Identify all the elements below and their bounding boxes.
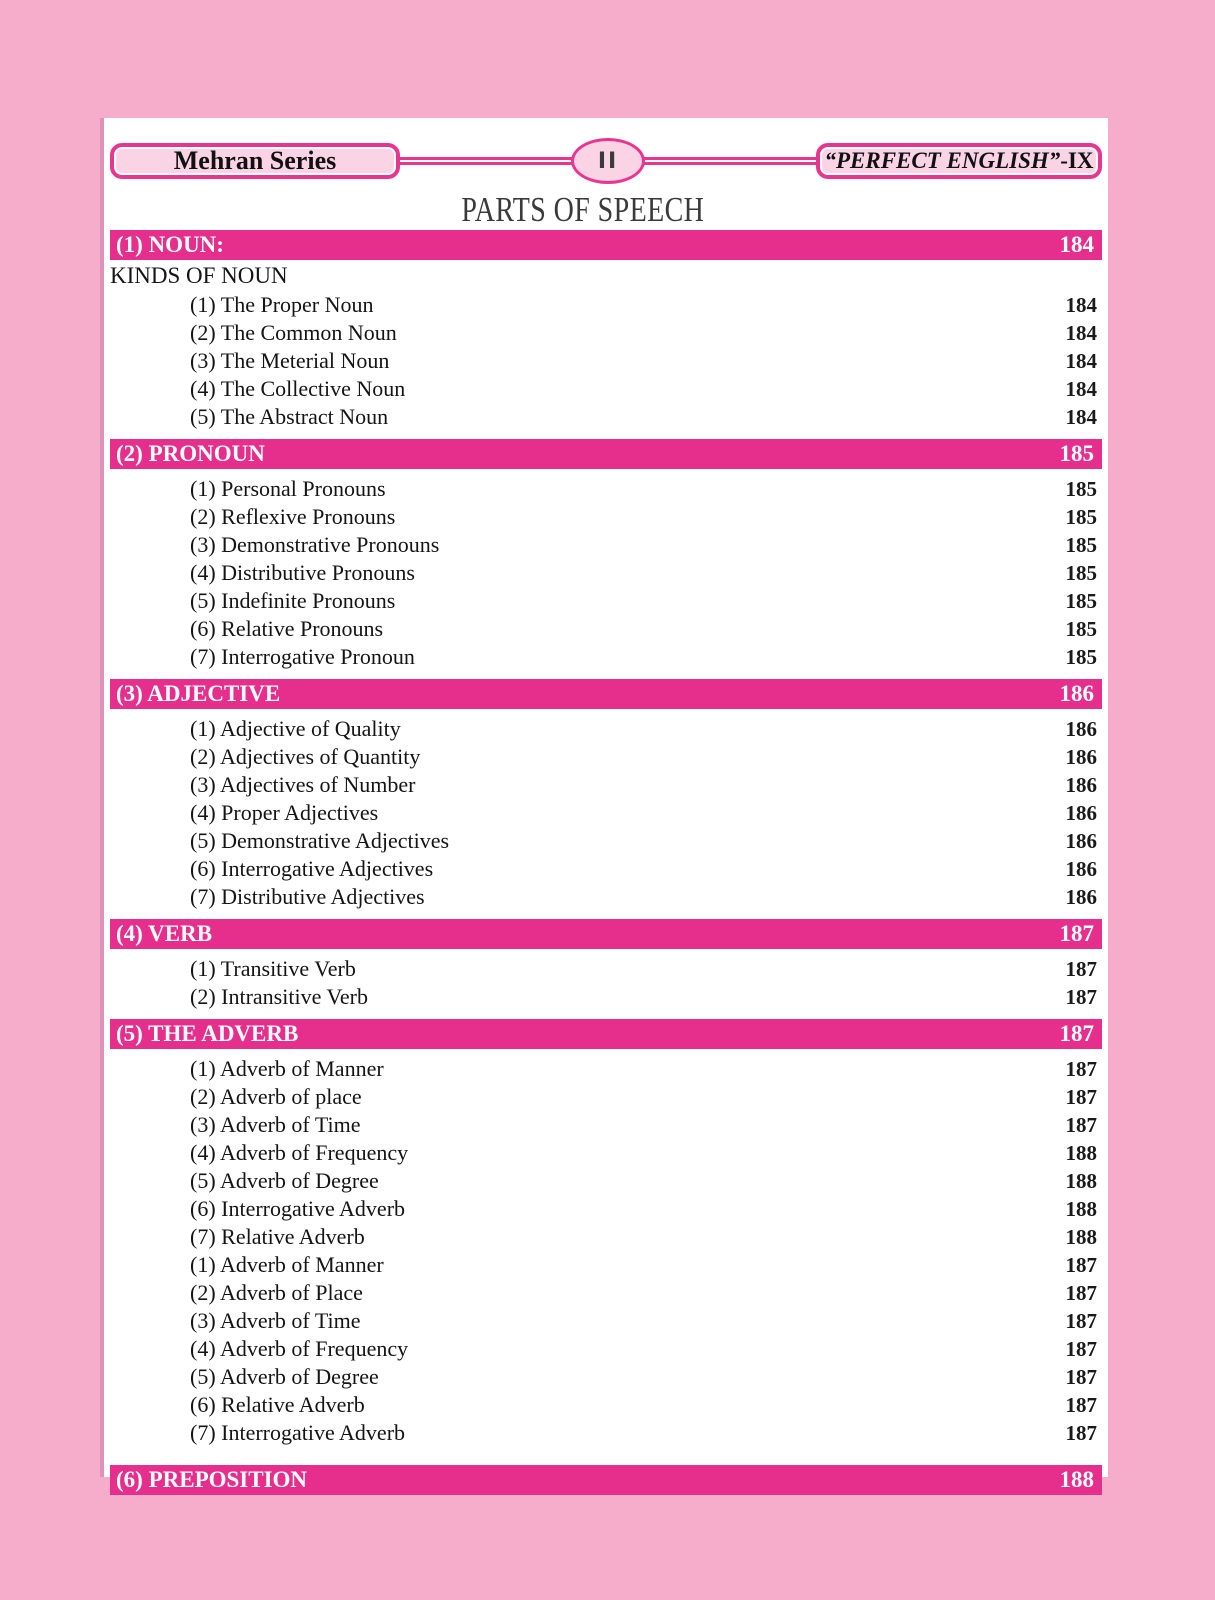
toc-item	[104, 771, 1108, 799]
toc-item	[104, 531, 1108, 559]
toc-item-label: (6) Relative Pronouns	[190, 616, 384, 641]
toc-item	[104, 715, 1108, 743]
toc-item	[104, 503, 1108, 531]
toc-item-page: 188	[1065, 1225, 1097, 1249]
toc-item-page: 185	[1065, 645, 1097, 669]
section-bar	[110, 439, 1102, 469]
toc-item-label: (2) Intransitive Verb	[190, 984, 368, 1009]
toc-item-page: 187	[1065, 1365, 1097, 1389]
toc-item	[104, 1419, 1108, 1447]
page-number-roman: II	[597, 148, 619, 174]
toc-item-label: (5) The Abstract Noun	[190, 404, 389, 429]
series-badge-label: Mehran Series	[173, 146, 337, 175]
toc-item-page: 185	[1065, 533, 1097, 557]
toc-item	[104, 855, 1108, 883]
toc-item-label: (1) Adverb of Manner	[190, 1252, 384, 1277]
toc-item-page: 186	[1065, 829, 1097, 853]
toc-item-label: (4) The Collective Noun	[190, 376, 406, 401]
toc-item-page: 186	[1065, 717, 1097, 741]
section-bar-label: (5) THE ADVERB	[116, 1021, 299, 1046]
section-bar-label: (6) PREPOSITION	[116, 1467, 308, 1492]
toc-item-label: (7) Interrogative Adverb	[190, 1420, 406, 1445]
toc-item-label: (1) Transitive Verb	[190, 956, 356, 981]
toc-item-page: 187	[1065, 1309, 1097, 1333]
toc-item-page: 185	[1065, 505, 1097, 529]
toc-item-page: 187	[1065, 1253, 1097, 1277]
section-bar	[110, 1019, 1102, 1049]
section-bar	[110, 679, 1102, 709]
book-title-label: “PERFECT ENGLISH”	[824, 148, 1061, 173]
toc-section	[104, 1019, 1108, 1451]
toc-item-label: (3) The Meterial Noun	[190, 348, 390, 373]
book-title-badge	[816, 143, 1102, 179]
toc-item-page: 184	[1065, 405, 1097, 429]
section-bar-label: (3) ADJECTIVE	[116, 681, 281, 706]
toc-section	[104, 919, 1108, 1015]
section-bar-page: 186	[1059, 681, 1094, 706]
toc-item-label: (4) Proper Adjectives	[190, 800, 379, 825]
toc-item-label: (3) Adjectives of Number	[190, 772, 416, 797]
toc-item-label: (3) Adverb of Time	[190, 1112, 361, 1137]
section-bar	[110, 1465, 1102, 1495]
toc-item	[104, 743, 1108, 771]
toc-item	[104, 1363, 1108, 1391]
toc-item-label: (4) Distributive Pronouns	[190, 560, 415, 585]
toc-item-page: 185	[1065, 561, 1097, 585]
toc-item-page: 185	[1065, 617, 1097, 641]
toc-item-label: (5) Adverb of Degree	[190, 1364, 379, 1389]
toc-item	[104, 1167, 1108, 1195]
series-badge	[110, 143, 400, 179]
toc-item-label: (1) The Proper Noun	[190, 292, 374, 317]
title-row	[104, 190, 1108, 229]
toc-item-label: (3) Adverb of Time	[190, 1308, 361, 1333]
toc-item-page: 186	[1065, 745, 1097, 769]
toc-item-label: (6) Interrogative Adverb	[190, 1196, 406, 1221]
toc-item-label: (1) Adverb of Manner	[190, 1056, 384, 1081]
toc-item	[104, 347, 1108, 375]
toc-item-page: 187	[1065, 1421, 1097, 1445]
toc-item-label: (1) Adjective of Quality	[190, 716, 401, 741]
toc-item-page: 188	[1065, 1169, 1097, 1193]
toc-item-label: (2) Adverb of place	[190, 1084, 362, 1109]
toc-sections	[104, 230, 1108, 1495]
section-bar-page: 187	[1059, 921, 1094, 946]
toc-item	[104, 643, 1108, 671]
toc-item-page: 188	[1065, 1197, 1097, 1221]
toc-item	[104, 1279, 1108, 1307]
toc-section	[104, 230, 1108, 435]
section-bar-label: (4) VERB	[116, 921, 213, 946]
section-bar	[110, 919, 1102, 949]
toc-item-page: 186	[1065, 885, 1097, 909]
toc-section	[104, 679, 1108, 915]
section-bar	[110, 230, 1102, 260]
toc-item-label: (2) The Common Noun	[190, 320, 397, 345]
toc-item-page: 184	[1065, 377, 1097, 401]
page-title: PARTS OF SPEECH	[461, 190, 705, 229]
toc-section	[104, 1465, 1108, 1495]
toc-item-label: (4) Adverb of Frequency	[190, 1336, 409, 1361]
section-bar-page: 188	[1059, 1467, 1094, 1492]
toc-item-page: 187	[1065, 1393, 1097, 1417]
toc-item-label: (1) Personal Pronouns	[190, 476, 386, 501]
toc-item	[104, 1391, 1108, 1419]
toc-item	[104, 799, 1108, 827]
toc-item	[104, 375, 1108, 403]
toc-item-page: 186	[1065, 857, 1097, 881]
toc-item-label: (6) Relative Adverb	[190, 1392, 365, 1417]
toc-item-label: (7) Relative Adverb	[190, 1224, 365, 1249]
toc-item-page: 185	[1065, 477, 1097, 501]
toc-item	[104, 1139, 1108, 1167]
toc-item	[104, 1307, 1108, 1335]
toc-item-page: 184	[1065, 349, 1097, 373]
header-rule-right	[643, 157, 818, 165]
section-items	[104, 1049, 1108, 1451]
toc-item	[104, 883, 1108, 911]
section-items	[104, 469, 1108, 675]
toc-item-label: (2) Adverb of Place	[190, 1280, 363, 1305]
toc-item-label: (3) Demonstrative Pronouns	[190, 532, 440, 557]
toc-item-label: (7) Interrogative Pronoun	[190, 644, 415, 669]
toc-item-page: 184	[1065, 321, 1097, 345]
toc-item	[104, 1335, 1108, 1363]
toc-item-label: (6) Interrogative Adjectives	[190, 856, 434, 881]
section-bar-label: (1) NOUN:	[116, 232, 224, 257]
toc-item	[104, 291, 1108, 319]
toc-item	[104, 403, 1108, 431]
section-bar-page: 184	[1059, 232, 1094, 257]
toc-item	[104, 587, 1108, 615]
toc-item	[104, 1251, 1108, 1279]
toc-item-label: (4) Adverb of Frequency	[190, 1140, 409, 1165]
toc-item-page: 187	[1065, 1337, 1097, 1361]
toc-item-label: (5) Indefinite Pronouns	[190, 588, 396, 613]
toc-item-page: 187	[1065, 1057, 1097, 1081]
section-bar-label: (2) PRONOUN	[116, 441, 265, 466]
toc-item	[104, 319, 1108, 347]
toc-item	[104, 827, 1108, 855]
toc-item-page: 187	[1065, 957, 1097, 981]
toc-card	[100, 118, 1108, 1492]
page-header	[110, 138, 1102, 184]
section-bar-page: 185	[1059, 441, 1094, 466]
toc-item	[104, 955, 1108, 983]
section-items	[104, 289, 1108, 435]
toc-item-label: (5) Demonstrative Adjectives	[190, 828, 450, 853]
toc-item-page: 186	[1065, 801, 1097, 825]
toc-item	[104, 559, 1108, 587]
toc-item-label: (2) Adjectives of Quantity	[190, 744, 421, 769]
section-items	[104, 949, 1108, 1015]
toc-item	[104, 1223, 1108, 1251]
toc-item-page: 185	[1065, 589, 1097, 613]
toc-item-page: 187	[1065, 1113, 1097, 1137]
header-rule-left	[398, 157, 573, 165]
section-bar-page: 187	[1059, 1021, 1094, 1046]
section-items	[104, 709, 1108, 915]
toc-section	[104, 439, 1108, 675]
toc-item-label: (2) Reflexive Pronouns	[190, 504, 396, 529]
toc-item	[104, 1083, 1108, 1111]
toc-item	[104, 615, 1108, 643]
toc-item-page: 184	[1065, 293, 1097, 317]
toc-item-label: (5) Adverb of Degree	[190, 1168, 379, 1193]
section-subheading: KINDS OF NOUN	[110, 263, 288, 288]
toc-item	[104, 1195, 1108, 1223]
toc-item	[104, 983, 1108, 1011]
toc-item-page: 187	[1065, 1085, 1097, 1109]
toc-item-page: 188	[1065, 1141, 1097, 1165]
toc-item	[104, 1111, 1108, 1139]
book-grade-label: -IX	[1060, 148, 1094, 173]
toc-item-page: 187	[1065, 985, 1097, 1009]
toc-item	[104, 1055, 1108, 1083]
toc-item-label: (7) Distributive Adjectives	[190, 884, 425, 909]
toc-item-page: 186	[1065, 773, 1097, 797]
toc-item	[104, 475, 1108, 503]
page-number-oval	[571, 138, 645, 184]
toc-item-page: 187	[1065, 1281, 1097, 1305]
